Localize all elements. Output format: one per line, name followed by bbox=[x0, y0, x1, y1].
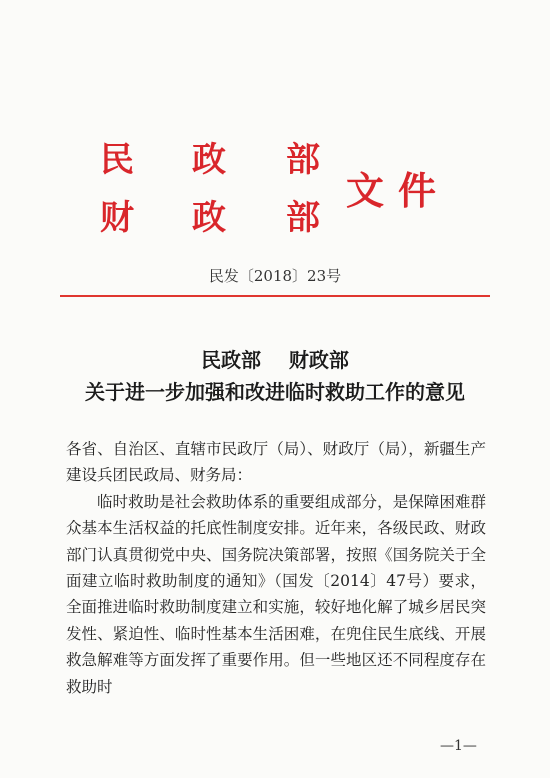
addressee: 各省、自治区、直辖市民政厅（局）、财政厅（局），新疆生产建设兵团民政局、财务局： bbox=[66, 440, 486, 485]
title-issuers: 民政部 财政部 bbox=[201, 348, 349, 372]
issuer-char: 部 bbox=[286, 198, 320, 238]
document-body bbox=[66, 436, 486, 700]
issuer-char: 政 bbox=[192, 198, 226, 238]
document-number: 民发〔2018〕23号 bbox=[208, 267, 342, 285]
issuer-char: 财 bbox=[100, 198, 134, 238]
issuer-char: 民 bbox=[100, 140, 134, 180]
document-title: 关于进一步加强和改进临时救助工作的意见 bbox=[85, 380, 465, 404]
issuer-char: 部 bbox=[286, 140, 320, 180]
page-number: —1— bbox=[440, 738, 477, 754]
document-header bbox=[0, 0, 550, 300]
issuer-char: 政 bbox=[192, 140, 226, 180]
red-divider-line bbox=[60, 295, 490, 297]
paragraph: 临时救助是社会救助体系的重要组成部分，是保障困难群众基本生活权益的托底性制度安排。近年来，各级民政、财政部门认真贯彻党中央、国务院决策部署，按照《国务院关于全面建立临时救助制度的通知》（国发〔2014〕47号）要求，全面推进临时救助制度建立和实施，较好地化解了城乡居民突发性、紧迫性、临时性基本生活困难，在兜住民生底线、开展救急解难等方面发挥了重要作用。但一些地区还不同程度存在救助时 bbox=[66, 492, 486, 696]
document-word: 文件 bbox=[346, 168, 451, 213]
